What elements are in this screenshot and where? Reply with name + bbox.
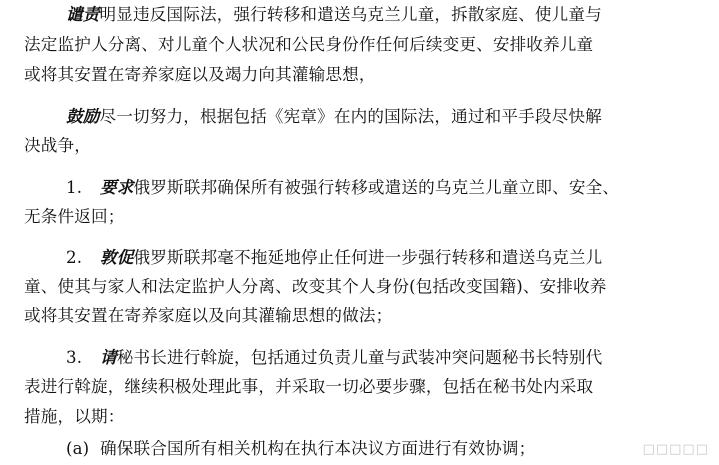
- subparagraph-label: (a): [66, 439, 90, 458]
- paragraph-1-line-1: 1. 要求俄罗斯联邦确保所有被强行转移或遣送的乌克兰儿童立即、安全、: [66, 175, 619, 200]
- paragraph-encourages-line-2: 决战争，: [24, 136, 91, 155]
- watermark: □□□□□: [642, 442, 709, 457]
- paragraph-number: 2.: [66, 248, 83, 267]
- paragraph-condemns-line-2: 法定监护人分离、对儿童个人状况和公民身份作任何后续变更、安排收养儿童: [24, 35, 594, 54]
- paragraph-1-line-2: 无条件返回；: [24, 207, 125, 226]
- paragraph-2-line-3: 或将其安置在寄养家庭以及向其灌输思想的做法；: [24, 306, 393, 325]
- subparagraph-a-line-1: (a) 确保联合国所有相关机构在执行本决议方面进行有效协调；: [66, 437, 535, 461]
- paragraph-2-line-1: 2. 敦促俄罗斯联邦毫不拖延地停止任何进一步强行转移和遣送乌克兰儿: [66, 245, 602, 270]
- paragraph-number: 3.: [66, 348, 83, 367]
- paragraph-condemns-line-1: 谴责明显违反国际法，强行转移和遣送乌克兰儿童，拆散家庭、使儿童与: [66, 4, 602, 24]
- lead-word-urges: 敦促: [100, 247, 134, 267]
- lead-word-condemns: 谴责: [66, 4, 100, 24]
- lead-word-requests: 请: [100, 347, 117, 367]
- paragraph-condemns-line-3: 或将其安置在寄养家庭以及竭力向其灌输思想，: [24, 65, 376, 84]
- lead-word-encourages: 鼓励: [66, 106, 100, 126]
- paragraph-3-line-3: 措施，以期：: [24, 407, 125, 426]
- paragraph-3-line-2: 表进行斡旋，继续积极处理此事，并采取一切必要步骤，包括在秘书处内采取: [24, 377, 594, 396]
- paragraph-3-line-1: 3. 请秘书长进行斡旋，包括通过负责儿童与武装冲突问题秘书长特别代: [66, 345, 602, 370]
- paragraph-2-line-2: 童、使其与家人和法定监护人分离、改变其个人身份(包括改变国籍)、安排收养: [24, 277, 607, 296]
- paragraph-number: 1.: [66, 178, 83, 197]
- lead-word-demands: 要求: [100, 177, 134, 197]
- paragraph-encourages-line-1: 鼓励尽一切努力，根据包括《宪章》在内的国际法，通过和平手段尽快解: [66, 106, 602, 126]
